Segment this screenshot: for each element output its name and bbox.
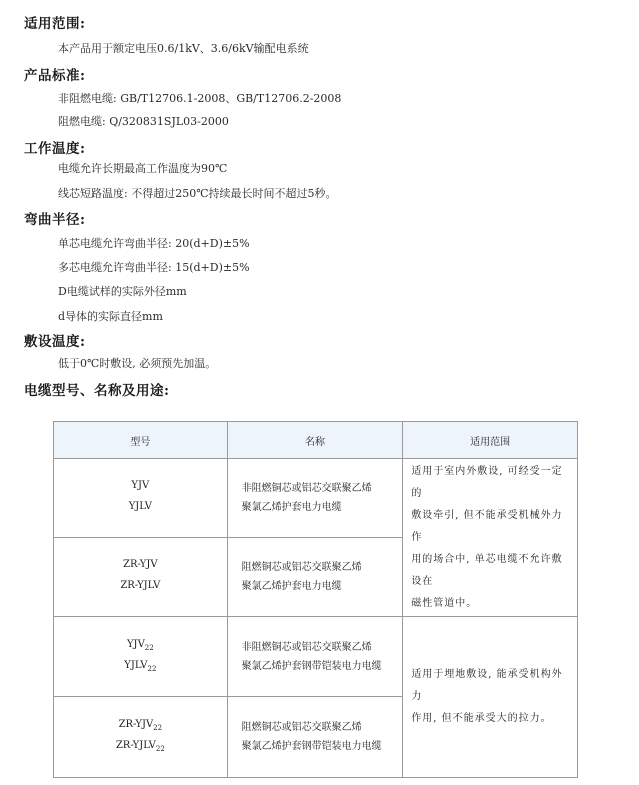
name-cell: 非阻燃铜芯或铝芯交联聚乙烯 聚氯乙烯护套钢带铠装电力电缆 xyxy=(227,617,403,697)
model-cell xyxy=(54,459,228,538)
bending-outer-diameter: D电缆试样的实际外径mm xyxy=(58,285,187,298)
header-name: 名称 xyxy=(227,422,403,459)
temperature-heading: 工作温度: xyxy=(24,141,86,157)
table-row xyxy=(54,459,578,538)
laying-text: 低于0℃时敷设, 必须预先加温。 xyxy=(58,357,217,370)
model-code: $YJLV_{22}$ xyxy=(124,659,157,673)
model-code: YJLV xyxy=(128,501,152,512)
model-code: ZR-YJV xyxy=(123,559,158,570)
name-cell: 阻燃铜芯或铝芯交联聚乙烯 聚氯乙烯护套钢带铠装电力电缆 xyxy=(227,697,403,778)
model-code: $YJV_{22}$ xyxy=(126,638,154,652)
bending-heading: 弯曲半径: xyxy=(24,212,86,228)
usage-cell: 适用于埋地敷设, 能承受机构外力 作用, 但不能承受大的拉力。 xyxy=(403,617,578,778)
temperature-max: 电缆允许长期最高工作温度为90℃ xyxy=(58,162,228,175)
bending-single: 单芯电缆允许弯曲半径: 20(d+D)±5% xyxy=(58,237,250,250)
model-code: $ZR-YJV_{22}$ xyxy=(118,719,163,732)
scope-text: 本产品用于额定电压0.6/1kV、3.6/6kV输配电系统 xyxy=(58,42,309,55)
standard-nonflame: 非阻燃电缆: GB/T12706.1-2008、GB/T12706.2-2008 xyxy=(58,92,342,105)
header-usage: 适用范围 xyxy=(403,422,578,459)
bending-multi: 多芯电缆允许弯曲半径: 15(d+D)±5% xyxy=(58,261,250,274)
model-cell xyxy=(54,617,228,697)
model-code: YJV xyxy=(131,480,150,491)
model-cell xyxy=(54,697,228,778)
name-cell: 阻燃铜芯或铝芯交联聚乙烯 聚氯乙烯护套电力电缆 xyxy=(227,538,403,617)
model-code: $ZR-YJLV_{22}$ xyxy=(115,740,165,753)
cable-model-table xyxy=(53,421,578,778)
model-cell xyxy=(54,538,228,617)
bending-conductor-diameter: d导体的实际直径mm xyxy=(58,310,163,323)
usage-cell: 适用于室内外敷设, 可经受一定的 敷设牵引, 但不能承受机械外力作 用的场合中, 单芯电缆不允许敷设在 磁性管道中。 xyxy=(403,459,578,617)
standard-heading: 产品标准: xyxy=(24,68,86,84)
scope-heading: 适用范围: xyxy=(24,16,86,32)
table-row xyxy=(54,617,578,697)
standard-flame: 阻燃电缆: Q/320831SJL03-2000 xyxy=(58,115,229,128)
header-model: 型号 xyxy=(54,422,228,459)
table-header-row xyxy=(54,422,578,459)
temperature-short-circuit: 线芯短路温度: 不得超过250℃持续最长时间不超过5秒。 xyxy=(58,187,337,200)
models-heading: 电缆型号、名称及用途: xyxy=(24,383,170,399)
laying-heading: 敷设温度: xyxy=(24,334,86,350)
name-cell: 非阻燃铜芯或铝芯交联聚乙烯 聚氯乙烯护套电力电缆 xyxy=(227,459,403,538)
model-code: ZR-YJLV xyxy=(120,580,161,591)
